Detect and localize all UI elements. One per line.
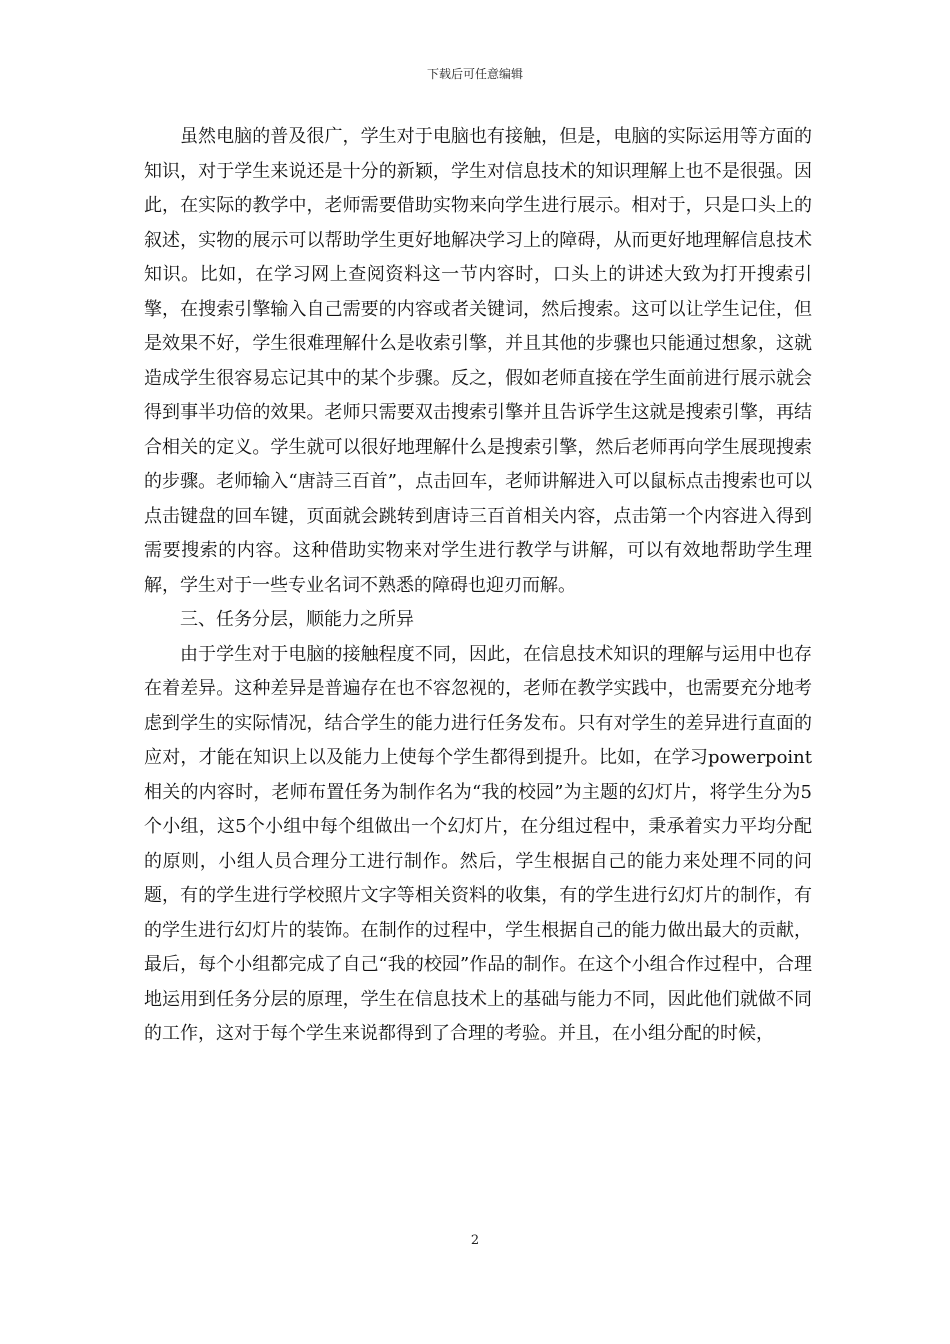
page-header <box>0 66 950 82</box>
document-body <box>144 120 812 1052</box>
page-number: 2 <box>470 1233 480 1248</box>
body-paragraph-1: 虽然电脑的普及很广，学生对于电脑也有接触，但是，电脑的实际运用等方面的知识，对于学生来说还是十分的新颖，学生对信息技术的知识理解上也不是很强。因此，在实际的教学中，老师需要借助实物来向学生进行展示。相对于，只是口头上的叙述，实物的展示可以帮助学生更好地解决学习上的障碍，从而更好地理解信息技术知识。比如，在学习网上查阅资料这一节内容时，口头上的讲述大致为打开搜索引擎，在搜索引擎输入自己需要的内容或者关键词，然后搜索。这可以让学生记住，但是效果不好，学生很难理解什么是收索引擎，并且其他的步骤也只能通过想象，这就造成学生很容易忘记其中的某个步骤。反之，假如老师直接在学生面前进行展示就会得到事半功倍的效果。老师只需要双击搜索引擎并且告诉学生这就是搜索引擎，再结合相关的定义。学生就可以很好地理解什么是搜索引擎，然后老师再向学生展现搜索的步骤。老师输入“唐詩三百首”，点击回车，老师讲解进入可以鼠标点击搜索也可以点击键盘的回车键，页面就会跳转到唐诗三百首相关内容，点击第一个内容进入得到需要搜索的内容。这种借助实物来对学生进行教学与讲解，可以有效地帮助学生理解，学生对于一些专业名词不熟悉的障碍也迎刃而解。 <box>144 126 812 596</box>
header-text: 下载后可任意编辑 <box>426 67 523 81</box>
page-footer <box>0 1233 950 1249</box>
section-heading: 三、任务分层，顺能力之所异 <box>180 609 414 630</box>
body-paragraph-2: 由于学生对于电脑的接触程度不同，因此，在信息技术知识的理解与运用中也存在着差异。这种差异是普遍存在也不容忽视的，老师在教学实践中，也需要充分地考虑到学生的实际情况，结合学生的能力进行任务发布。只有对学生的差异进行直面的应对，才能在知识上以及能力上使每个学生都得到提升。比如，在学习powerpoint相关的内容时，老师布置任务为制作名为“我的校园”为主题的幻灯片，将学生分为5个小组，这5个小组中每个组做出一个幻灯片，在分组过程中，秉承着实力平均分配的原则，小组人员合理分工进行制作。然后，学生根据自己的能力来处理不同的问题，有的学生进行学校照片文字等相关资料的收集，有的学生进行幻灯片的制作，有的学生进行幻灯片的装饰。在制作的过程中，学生根据自己的能力做出最大的贡献，最后，每个小组都完成了自己“我的校园”作品的制作。在这个小组合作过程中，合理地运用到任务分层的原理，学生在信息技术上的基础与能力不同，因此他们就做不同的工作，这对于每个学生来说都得到了合理的考验。并且，在小组分配的时候， <box>144 643 812 1044</box>
